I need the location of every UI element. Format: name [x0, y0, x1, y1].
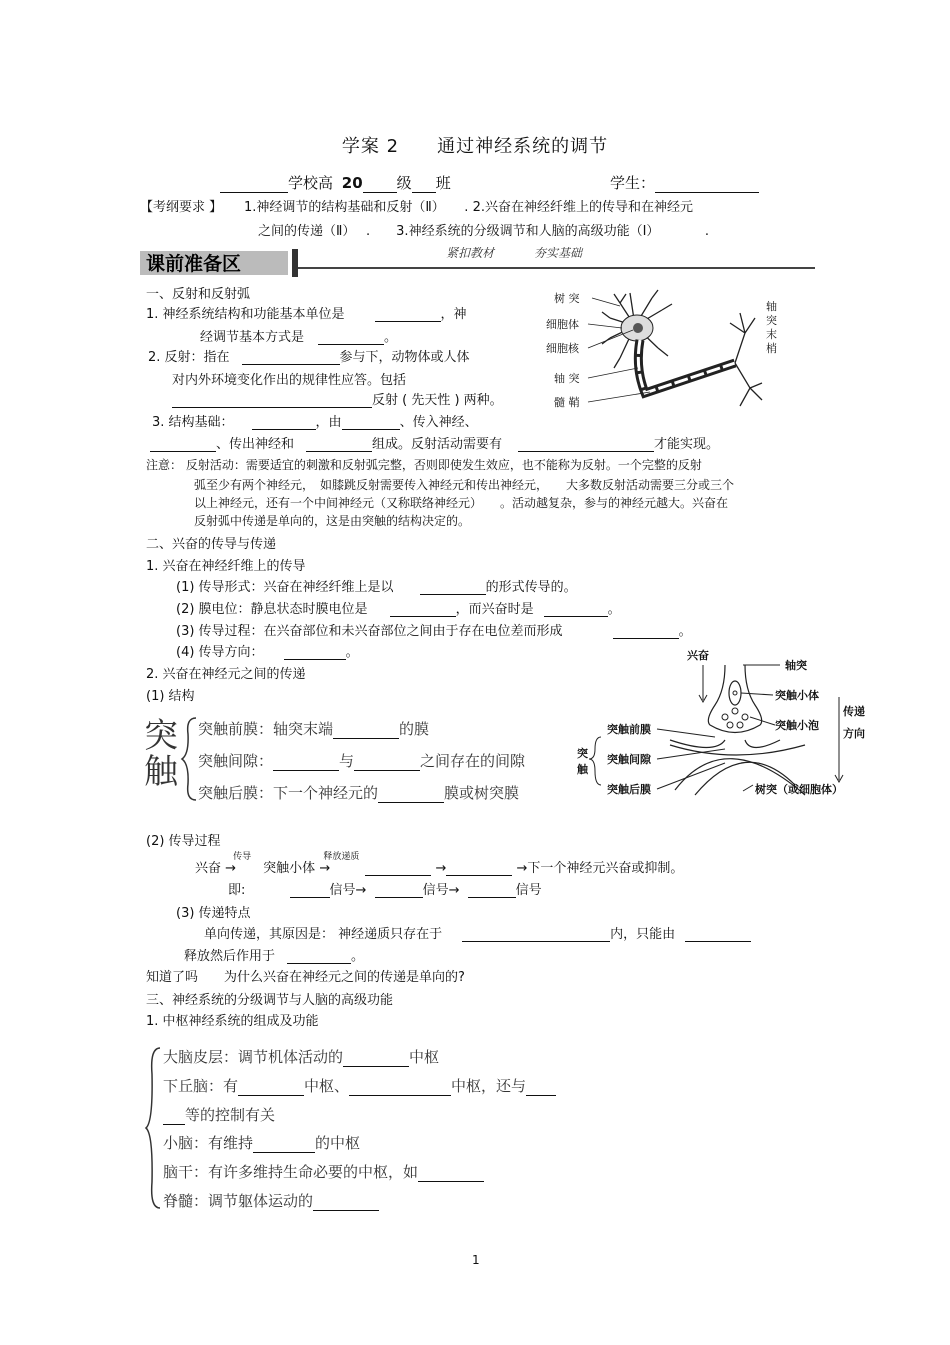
label-axon-v3: 末 — [766, 328, 777, 341]
blank[interactable] — [468, 882, 516, 898]
tuchu-post — [198, 782, 519, 803]
blank[interactable] — [306, 436, 372, 452]
sec2-struct: (1) 结构 — [146, 689, 195, 704]
sec2-sub2: 2. 兴奋在神经元之间的传递 — [146, 667, 306, 682]
label-dir2: 方向 — [843, 727, 865, 740]
sec2-p4 — [176, 641, 359, 660]
arrow-release: 释放递质 → — [319, 861, 365, 876]
banner-bar — [292, 249, 298, 277]
school-label: 学校高 — [288, 174, 334, 192]
blank[interactable] — [418, 1166, 484, 1182]
text: 与 — [339, 752, 355, 770]
page-title: 学案 2 通过神经系统的调节 — [341, 136, 609, 157]
label-myelin: 髓 鞘 — [554, 396, 580, 409]
sec2-p2 — [176, 598, 621, 617]
class-label: 班 — [435, 174, 451, 192]
text: 组成。反射活动需要有 — [372, 437, 503, 452]
blank[interactable] — [342, 414, 400, 430]
text: 中枢 — [409, 1048, 440, 1066]
label-axon-v2: 突 — [766, 314, 777, 327]
label-axon-v4: 梢 — [766, 342, 777, 355]
grade-label: 级 — [396, 174, 412, 192]
syllabus-label: 【考纲要求 】 — [140, 200, 223, 215]
sec2-p1 — [176, 576, 577, 595]
text: 单向传递，其原因是： 神经递质只存在于 — [204, 927, 443, 942]
synapse-labels — [577, 648, 865, 796]
text: 2. 反射：指在 — [148, 350, 230, 365]
text: 。 — [607, 602, 621, 617]
label-nucleus: 细胞核 — [546, 342, 579, 355]
text: 内，只能由 — [610, 927, 676, 942]
synapse-diagram — [575, 645, 875, 805]
blank[interactable] — [242, 349, 340, 365]
neuron-diagram — [540, 288, 790, 418]
blank[interactable] — [544, 601, 608, 617]
text: 信号 — [515, 883, 542, 898]
label-dendrite: 树突（或细胞体） — [755, 783, 843, 796]
feat-title: (3) 传递特点 — [176, 906, 251, 921]
text: 信号→ — [422, 883, 460, 898]
text: 突触小体 — [263, 861, 316, 876]
blank[interactable] — [526, 1080, 556, 1096]
label-vesicle: 突触小泡 — [775, 719, 819, 732]
blank[interactable] — [290, 882, 330, 898]
student-label: 学生： — [610, 174, 656, 192]
text: 的中枢 — [315, 1134, 361, 1152]
cns-brace — [144, 1044, 164, 1212]
sec2-p3 — [176, 620, 692, 639]
text: 参与下，动物体或人体 — [339, 350, 470, 365]
axon-myelin — [638, 340, 735, 393]
label-axon-v1: 轴 — [766, 300, 777, 313]
nucleus — [633, 323, 643, 333]
feat-line2 — [184, 945, 364, 964]
blank[interactable] — [172, 392, 372, 408]
text: 信号→ — [329, 883, 367, 898]
label-side2: 触 — [577, 763, 588, 776]
blank[interactable] — [163, 1109, 185, 1125]
arrow-conduct: 传导 → — [225, 861, 263, 876]
text: 、传入神经、 — [399, 415, 478, 430]
cns-cerebellum — [163, 1132, 360, 1153]
text: 释放然后作用于 — [184, 949, 276, 964]
text: 反射 ( 先天性 ) 两种。 — [372, 393, 503, 408]
proc-title: (2) 传导过程 — [146, 834, 221, 849]
sec2-sub1: 1. 兴奋在神经纤维上的传导 — [146, 559, 306, 574]
text: 小脑：有维持 — [163, 1134, 254, 1152]
text: 脑干：有许多维持生命必要的中枢，如 — [163, 1163, 419, 1181]
cns-brainstem — [163, 1161, 484, 1182]
blank[interactable] — [375, 306, 441, 322]
text: ，而兴奋时是 — [455, 602, 534, 617]
proc-chain: 兴奋 传导 → 突触小体 释放递质 → → →下一个神经元兴奋或抑制。 — [195, 857, 683, 876]
blank[interactable] — [446, 860, 512, 876]
blank[interactable] — [685, 926, 751, 942]
proc-signal — [228, 879, 542, 898]
label-dir1: 传递 — [843, 705, 865, 718]
banner-sub2: 夯实基础 — [534, 246, 583, 260]
blank[interactable] — [318, 329, 384, 345]
blank[interactable] — [613, 623, 679, 639]
arrow-label: 传导 — [233, 852, 252, 862]
blank[interactable] — [349, 1080, 451, 1096]
blank[interactable] — [378, 787, 444, 803]
tuchu-pre — [198, 718, 429, 739]
sec1-line1b — [200, 326, 397, 345]
text: 中枢，还与 — [451, 1077, 527, 1095]
text: 。 — [384, 330, 398, 345]
text: (2) 膜电位：静息状态时膜电位是 — [176, 602, 368, 617]
cns-spinal-cord — [163, 1190, 379, 1211]
note-line1: 注意： 反射活动：需要适宜的刺激和反射弧完整，否则即使发生效应，也不能称为反射。一个完整的反射 — [146, 458, 702, 472]
text: 经调节基本方式是 — [200, 330, 305, 345]
cns-hypothalamus — [163, 1075, 556, 1096]
text: 大脑皮层：调节机体活动的 — [163, 1048, 344, 1066]
text: 膜或树突膜 — [444, 784, 520, 802]
text: (4) 传导方向： — [176, 645, 264, 660]
arrow-label: 释放递质 — [323, 852, 360, 862]
header-student — [610, 172, 759, 193]
blank[interactable] — [333, 723, 399, 739]
text: 之间存在的间隙 — [420, 752, 526, 770]
sec1-line3b — [150, 433, 719, 452]
note-line2: 弧至少有两个神经元， 如膝跳反射需要传入神经元和传出神经元， 大多数反射活动需要三分或三个 — [194, 478, 735, 492]
year-blank[interactable] — [363, 177, 397, 193]
blank[interactable] — [343, 1051, 409, 1067]
blank[interactable] — [150, 436, 216, 452]
sec1-heading: 一、反射和反射弧 — [146, 287, 251, 302]
synaptic-vesicles — [722, 691, 748, 728]
blank[interactable] — [252, 414, 316, 430]
label-axon: 轴突 — [785, 659, 807, 672]
syllabus-line2: 之间的传递（Ⅱ） . 3.神经系统的分级调节和人脑的高级功能（Ⅰ） . — [258, 224, 710, 239]
text: 、传出神经和 — [216, 437, 295, 452]
sec1-line1 — [146, 303, 467, 322]
blank[interactable] — [313, 1195, 379, 1211]
text: 突触后膜：下一个神经元的 — [198, 784, 379, 802]
student-blank[interactable] — [655, 177, 759, 193]
label-side1: 突 — [577, 747, 588, 760]
text: 1. 神经系统结构和功能基本单位是 — [146, 307, 345, 322]
page-number: 1 — [472, 1253, 480, 1267]
header-school-line — [220, 172, 451, 193]
text: 突触间隙： — [198, 752, 274, 770]
tuchu-char1: 突 — [144, 716, 178, 756]
label-gap: 突触间隙 — [607, 753, 651, 766]
text: 中枢、 — [304, 1077, 350, 1095]
note-line4: 反射弧中传递是单向的，这是由突触的结构决定的。 — [194, 514, 471, 528]
sec1-line2c — [172, 389, 503, 408]
label-dendrite: 树 突 — [554, 292, 580, 305]
tuchu-gap — [198, 750, 525, 771]
text: 突触前膜：轴突末端 — [198, 720, 334, 738]
tuchu-char2: 触 — [144, 752, 178, 792]
text: (1) 传导形式：兴奋在神经纤维上是以 — [176, 580, 394, 595]
text: 才能实现。 — [654, 437, 720, 452]
sec2-heading: 二、兴奋的传导与传递 — [146, 537, 277, 552]
blank[interactable] — [284, 644, 346, 660]
text: 3. 结构基础： — [152, 415, 234, 430]
text: ，由 — [315, 415, 342, 430]
text: 。 — [345, 645, 359, 660]
sec1-line2b: 对内外环境变化作出的规律性应答。包括 — [172, 373, 407, 388]
text: 的形式传导的。 — [485, 580, 577, 595]
cns-cortex — [163, 1046, 439, 1067]
blank[interactable] — [518, 436, 654, 452]
cns-hypothalamus-2 — [163, 1104, 275, 1125]
blank[interactable] — [253, 1137, 315, 1153]
text: ，神 — [440, 307, 467, 322]
year-label: 20 — [341, 174, 363, 192]
text: 。 — [678, 624, 692, 639]
sec3-heading: 三、神经系统的分级调节与人脑的高级功能 — [146, 993, 394, 1008]
text: 下一个神经元兴奋或抑制。 — [527, 861, 684, 876]
blank[interactable] — [365, 860, 431, 876]
know-question: 知道了吗 为什么兴奋在神经元之间的传递是单向的? — [146, 970, 465, 985]
label-post: 突触后膜 — [607, 783, 651, 796]
blank[interactable] — [420, 579, 486, 595]
feat-line1 — [204, 923, 751, 942]
blank[interactable] — [287, 948, 351, 964]
note-line3: 以上神经元，还有一个中间神经元（又称联络神经元） 。活动越复杂，参与的神经元越大。兴奋在 — [194, 496, 729, 510]
blank[interactable] — [462, 926, 610, 942]
syllabus-line1: 1.神经调节的结构基础和反射（Ⅱ） . 2.兴奋在神经纤维上的传导和在神经元 — [244, 200, 693, 215]
label-excite: 兴奋 — [687, 649, 709, 662]
text: 兴奋 — [195, 861, 222, 876]
blank[interactable] — [238, 1080, 304, 1096]
sec1-line3 — [152, 411, 478, 430]
text: 等的控制有关 — [185, 1106, 276, 1124]
grade-blank[interactable] — [412, 177, 436, 193]
banner-title: 课前准备区 — [146, 253, 242, 275]
label-pre: 突触前膜 — [607, 723, 651, 736]
blank[interactable] — [390, 601, 456, 617]
section-banner — [140, 243, 820, 279]
label-cell-body: 细胞体 — [546, 318, 579, 331]
text: 的膜 — [399, 720, 430, 738]
tuchu-brace — [180, 714, 200, 804]
blank[interactable] — [354, 755, 420, 771]
text: (3) 传导过程：在兴奋部位和未兴奋部位之间由于存在电位差而形成 — [176, 624, 563, 639]
text: 下丘脑：有 — [163, 1077, 239, 1095]
tuchu-big — [144, 718, 178, 790]
sec3-sub1: 1. 中枢神经系统的组成及功能 — [146, 1014, 319, 1029]
label-vesicle-body: 突触小体 — [775, 689, 819, 702]
axon-terminals — [730, 313, 762, 406]
blank[interactable] — [273, 755, 339, 771]
sec1-line2 — [148, 346, 470, 365]
banner-sub1: 紧扣教材 — [446, 246, 495, 260]
text: 即: — [228, 883, 246, 898]
text: 。 — [351, 949, 365, 964]
school-blank[interactable] — [220, 177, 288, 193]
blank[interactable] — [375, 882, 423, 898]
text: 脊髓：调节躯体运动的 — [163, 1192, 314, 1210]
label-axon: 轴 突 — [554, 372, 580, 385]
